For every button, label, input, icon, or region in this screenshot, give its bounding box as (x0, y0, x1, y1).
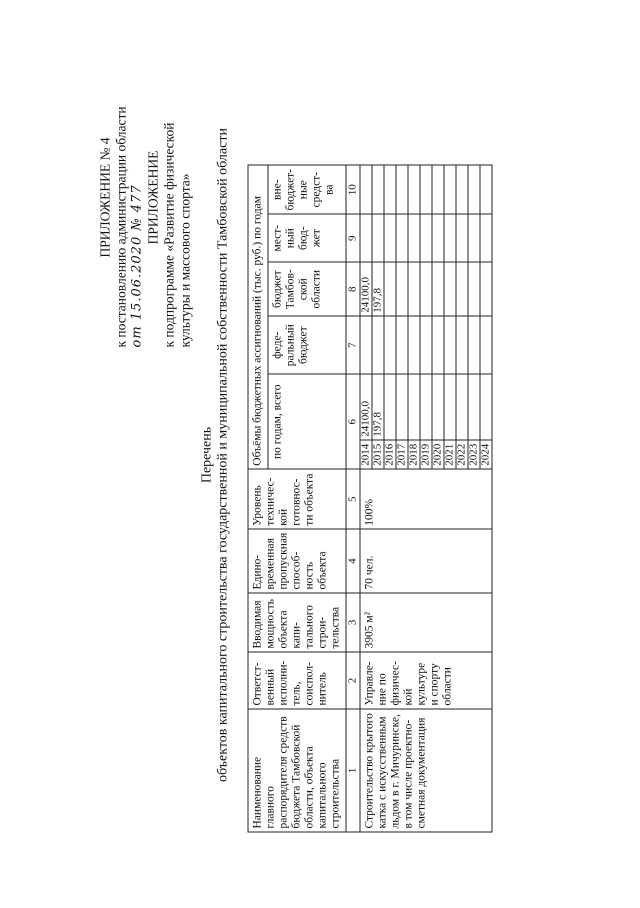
header-federal: феде-ральный бюджет (268, 316, 346, 374)
federal-cell (360, 316, 372, 374)
federal-cell (456, 316, 468, 374)
appendix-subtitle: ПРИЛОЖЕНИЕ (145, 150, 161, 245)
year-cell: 2017 (396, 440, 408, 469)
header-executor: Ответст-венный исполни-тель, соиспол-нитель (248, 652, 346, 709)
extra-cell (360, 165, 372, 214)
col-num: 10 (346, 165, 360, 214)
federal-cell (480, 316, 492, 374)
local-cell (444, 214, 456, 262)
local-cell (372, 214, 384, 262)
object-name: Строительство крытого катка с искусственным льдом в г. Мичуринске, в том числе проектно-сметная документация (360, 709, 492, 832)
extra-cell (408, 165, 420, 214)
total-cell (432, 374, 444, 440)
appendix-decree-ref: к постановлению администрации области (113, 106, 129, 348)
object-throughput: 70 чел. (360, 529, 492, 593)
federal-cell (408, 316, 420, 374)
header-name: Наименование главного распорядителя средств бюджета Тамбовской области, объекта капитального строительства (248, 709, 346, 832)
col-num: 9 (346, 214, 360, 262)
header-budget-group: Объёмы бюджетных ассигнований (тыс. руб.) по годам (248, 165, 268, 469)
federal-cell (432, 316, 444, 374)
total-cell (480, 374, 492, 440)
extra-cell (480, 165, 492, 214)
local-cell (360, 214, 372, 262)
local-cell (480, 214, 492, 262)
total-cell (384, 374, 396, 440)
col-num: 5 (346, 469, 360, 529)
local-cell (420, 214, 432, 262)
federal-cell (420, 316, 432, 374)
year-cell: 2018 (408, 440, 420, 469)
header-capacity: Вводимая мощность объекта капи-тального строи-тельства (248, 593, 346, 652)
regional-cell (456, 262, 468, 316)
regional-cell (384, 262, 396, 316)
extra-cell (396, 165, 408, 214)
header-row-1 (248, 165, 268, 832)
local-cell (468, 214, 480, 262)
regional-cell (420, 262, 432, 316)
regional-cell (396, 262, 408, 316)
header-local: мест-ный бюд-жет (268, 214, 346, 262)
year-cell: 2023 (468, 440, 480, 469)
document-title: Перечень (199, 426, 215, 484)
col-num: 2 (346, 652, 360, 709)
appendix-program-ref-cont: культуры и массового спорта» (177, 173, 193, 348)
year-cell: 2021 (444, 440, 456, 469)
col-num: 6 (346, 374, 360, 469)
federal-cell (384, 316, 396, 374)
rotated-content (0, 3, 638, 908)
total-cell (420, 374, 432, 440)
col-num: 8 (346, 262, 360, 316)
total-cell (444, 374, 456, 440)
handwritten-date-number: от 15.06.2020 № 477 (129, 184, 145, 348)
appendix-program-ref: к подпрограмме «Развитие физической (161, 122, 177, 348)
year-cell: 2022 (456, 440, 468, 469)
extra-cell (432, 165, 444, 214)
federal-cell (468, 316, 480, 374)
year-cell: 2024 (480, 440, 492, 469)
year-cell: 2020 (432, 440, 444, 469)
local-cell (408, 214, 420, 262)
extra-cell (420, 165, 432, 214)
total-cell: 197,8 (372, 374, 384, 440)
regional-cell (480, 262, 492, 316)
total-cell (396, 374, 408, 440)
appendix-number: ПРИЛОЖЕНИЕ № 4 (97, 137, 113, 258)
column-numbers-row (346, 165, 360, 832)
col-num: 1 (346, 709, 360, 832)
extra-cell (384, 165, 396, 214)
appendix-block (98, 48, 194, 348)
header-extra: вне-бюджет-ные средст-ва (268, 165, 346, 214)
object-executor: Управле-ние по физичес-кой культуре и спорту области (360, 652, 492, 709)
total-cell: 24100,0 (360, 374, 372, 440)
object-capacity: 3905 м² (360, 593, 492, 652)
header-throughput: Едино-временная пропускная способ-ность объекта (248, 529, 346, 593)
extra-cell (444, 165, 456, 214)
year-cell: 2015 (372, 440, 384, 469)
year-cell: 2014 (360, 440, 372, 469)
regional-cell (468, 262, 480, 316)
local-cell (384, 214, 396, 262)
regional-cell: 197,8 (372, 262, 384, 316)
extra-cell (456, 165, 468, 214)
total-cell (468, 374, 480, 440)
total-cell (408, 374, 420, 440)
header-readiness: Уровень техничес-кой готовнос-ти объекта (248, 469, 346, 529)
col-num: 3 (346, 593, 360, 652)
local-cell (432, 214, 444, 262)
object-readiness: 100% (360, 469, 492, 529)
year-cell: 2019 (420, 440, 432, 469)
year-cell: 2016 (384, 440, 396, 469)
col-num: 4 (346, 529, 360, 593)
local-cell (396, 214, 408, 262)
regional-cell (432, 262, 444, 316)
extra-cell (372, 165, 384, 214)
total-cell (456, 374, 468, 440)
extra-cell (468, 165, 480, 214)
federal-cell (372, 316, 384, 374)
federal-cell (444, 316, 456, 374)
regional-cell: 24100,0 (360, 262, 372, 316)
header-by-years: по годам, всего (268, 374, 346, 469)
year-row (360, 165, 372, 832)
col-num: 7 (346, 316, 360, 374)
local-cell (456, 214, 468, 262)
header-regional: бюджет Тамбов-ской области (268, 262, 346, 316)
capital-construction-table (248, 165, 493, 833)
federal-cell (396, 316, 408, 374)
regional-cell (444, 262, 456, 316)
document-subtitle: объектов капитального строительства государственной и муниципальной собственности Тамбовской области (215, 128, 231, 782)
regional-cell (408, 262, 420, 316)
